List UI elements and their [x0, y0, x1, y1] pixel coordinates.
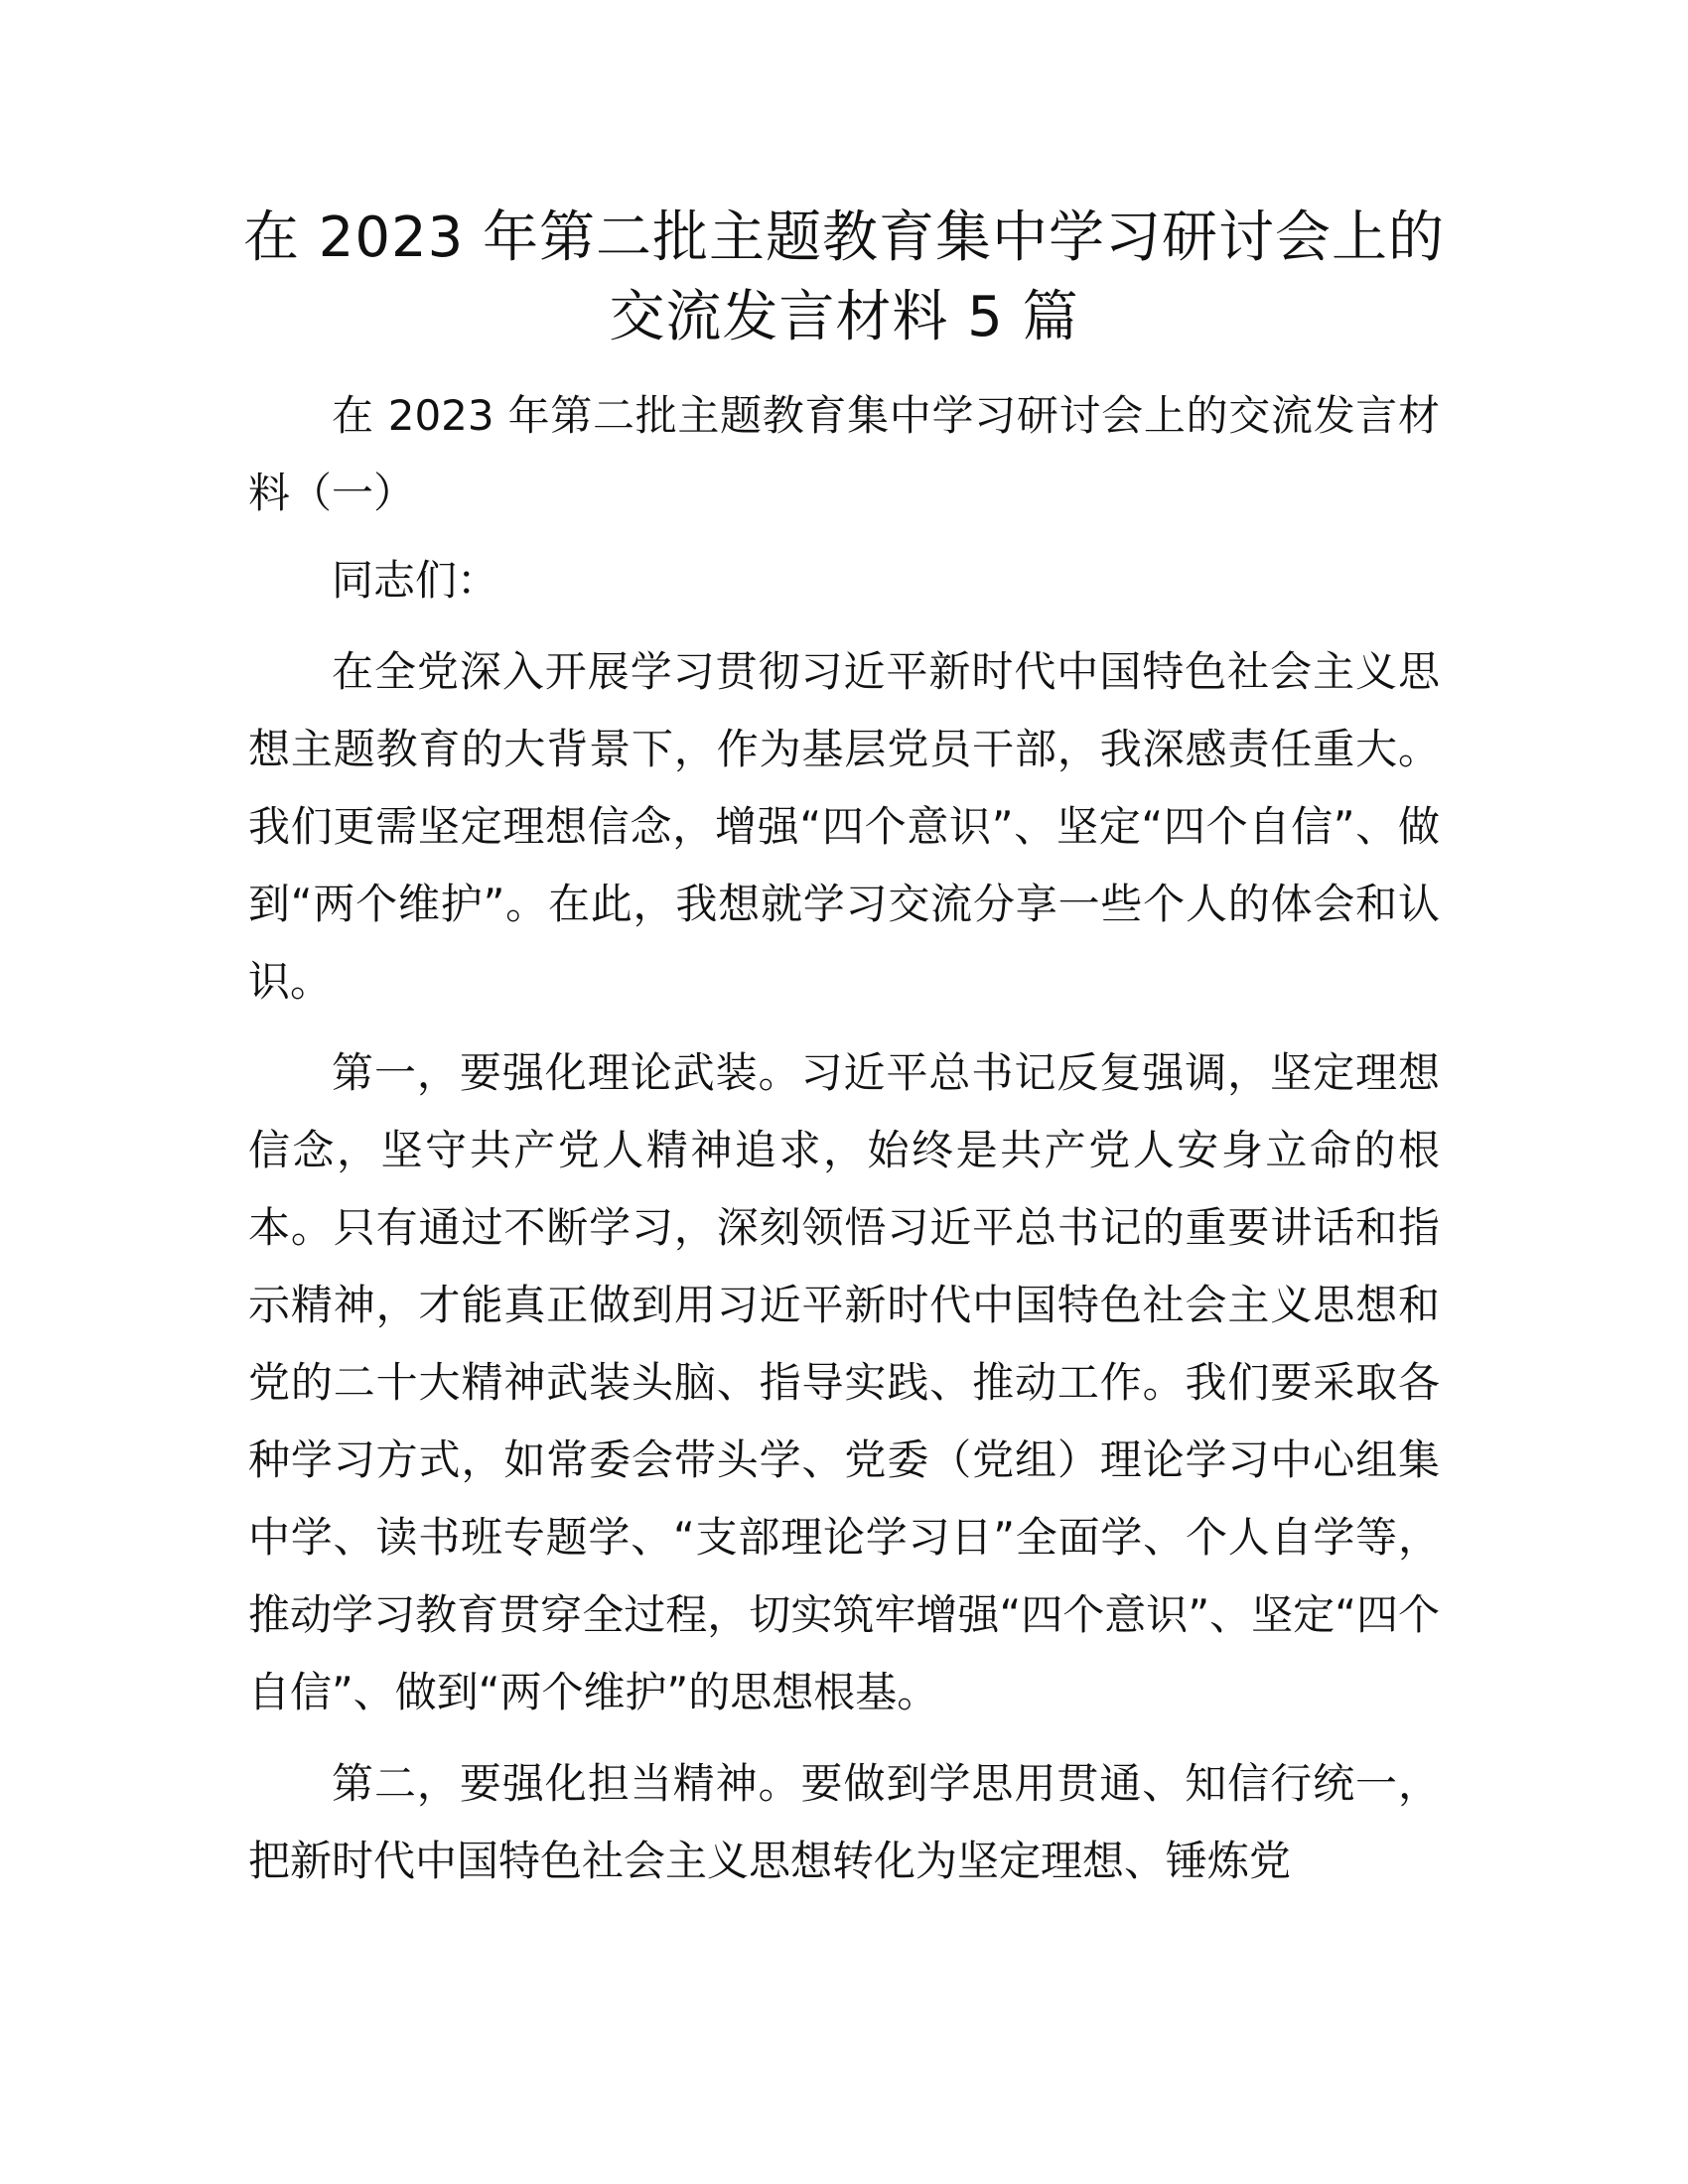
paragraph-first-point: 第一，要强化理论武装。习近平总书记反复强调，坚定理想信念，坚守共产党人精神追求，始终是共产党人安身立命的根本。只有通过不断学习，深刻领悟习近平总书记的重要讲话和指示精神，才能真正做到用习近平新时代中国特色社会主义思想和党的二十大精神武装头脑、指导实践、推动工作。我们要采取各种学习方式，如常委会带头学、党委（党组）理论学习中心组集中学、读书班专题学、“支部理论学习日”全面学、个人自学等，推动学习教育贯穿全过程，切实筑牢增强“四个意识”、坚定“四个自信”、做到“两个维护”的思想根基。 — [248, 1048, 1440, 1716]
paragraph-second-point: 第二，要强化担当精神。要做到学思用贯通、知信行统一，把新时代中国特色社会主义思想转化为坚定理想、锤炼党 — [248, 1759, 1440, 1885]
title-line-1: 在 2023 年第二批主题教育集中学习研讨会上的 — [242, 205, 1446, 270]
title-line-2: 交流发言材料 5 篇 — [609, 285, 1079, 349]
section-heading: 在 2023 年第二批主题教育集中学习研讨会上的交流发言材料（一） — [248, 391, 1440, 517]
salutation: 同志们： — [332, 556, 499, 605]
paragraph-intro: 在全党深入开展学习贯彻习近平新时代中国特色社会主义思想主题教育的大背景下，作为基层党员干部，我深感责任重大。我们更需坚定理想信念，增强“四个意识”、坚定“四个自信”、做到“两个维护”。在此，我想就学习交流分享一些个人的体会和认识。 — [248, 647, 1440, 1006]
document-body — [248, 377, 1440, 1914]
document-title — [228, 199, 1460, 357]
